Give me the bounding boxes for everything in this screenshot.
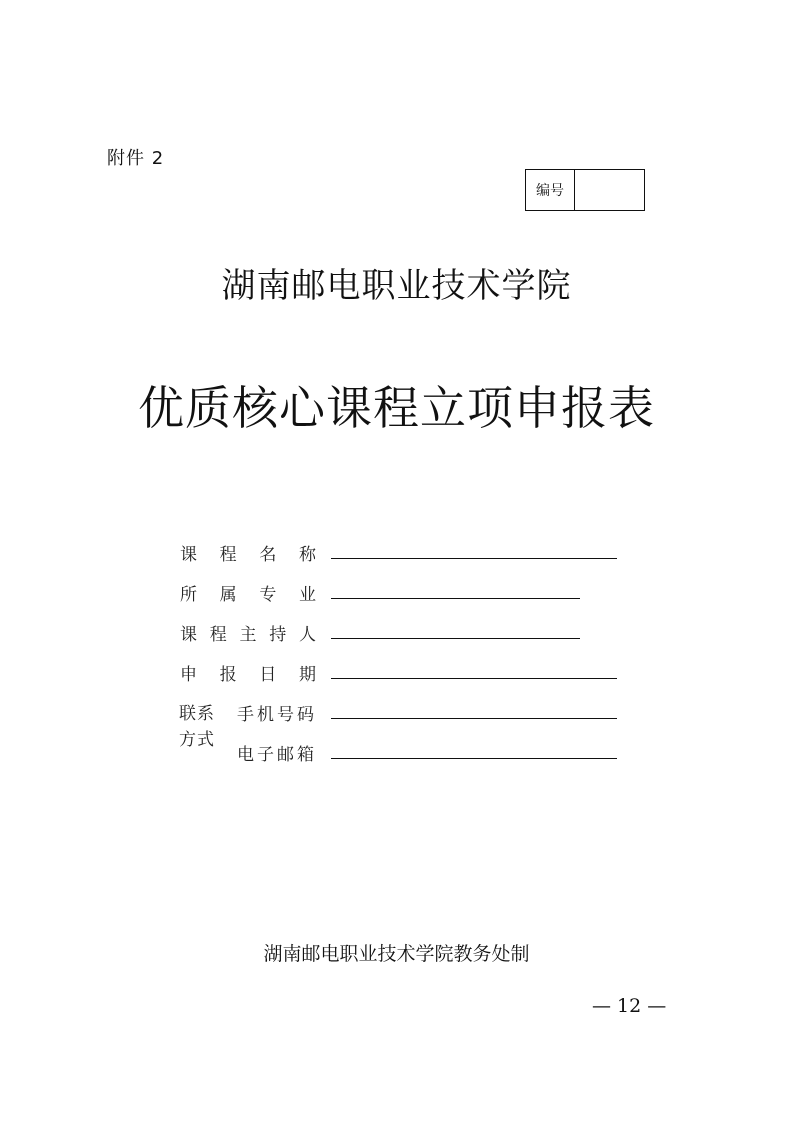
- attachment-label: 附件 2: [107, 148, 165, 169]
- phone-label: 手机号码: [237, 705, 317, 725]
- serial-number-field[interactable]: [575, 170, 644, 210]
- apply-date-label-char: 申: [180, 665, 197, 685]
- apply-date-field[interactable]: [331, 678, 617, 679]
- major-label-char: 专: [259, 585, 277, 605]
- major-label-char: 业: [298, 585, 316, 605]
- course-host-field[interactable]: [331, 638, 580, 639]
- apply-date-label-char: 日: [259, 665, 277, 685]
- apply-date-label-char: 报: [219, 665, 237, 685]
- course-name-label-char: 程: [219, 545, 237, 565]
- major-label: [180, 580, 316, 605]
- apply-date-label: [180, 660, 316, 685]
- email-label: 电子邮箱: [237, 745, 317, 765]
- course-name-label-char: 课: [180, 545, 197, 565]
- course-host-label-char: 课: [180, 625, 197, 645]
- form-title: 优质核心课程立项申报表: [138, 381, 655, 435]
- major-label-char: 属: [219, 585, 237, 605]
- major-label-char: 所: [180, 585, 197, 605]
- issuer-label: 湖南邮电职业技术学院教务处制: [263, 943, 530, 965]
- course-name-field[interactable]: [331, 558, 617, 559]
- major-field[interactable]: [331, 598, 580, 599]
- phone-field[interactable]: [331, 718, 617, 719]
- serial-number-box: [525, 169, 645, 211]
- school-title: 湖南邮电职业技术学院: [221, 266, 572, 306]
- course-name-label-char: 称: [298, 545, 316, 565]
- course-host-label-char: 人: [299, 625, 316, 645]
- apply-date-label-char: 期: [298, 665, 316, 685]
- course-host-label-char: 程: [209, 625, 227, 645]
- email-field[interactable]: [331, 758, 617, 759]
- contact-group-label: 联系方式: [179, 704, 215, 750]
- course-host-label: [180, 620, 316, 645]
- course-name-label: [180, 540, 316, 565]
- page-number: — 12 —: [592, 995, 667, 1017]
- course-host-label-char: 持: [269, 625, 287, 645]
- course-host-label-char: 主: [239, 625, 257, 645]
- serial-number-label: 编号: [526, 170, 575, 210]
- course-name-label-char: 名: [259, 545, 277, 565]
